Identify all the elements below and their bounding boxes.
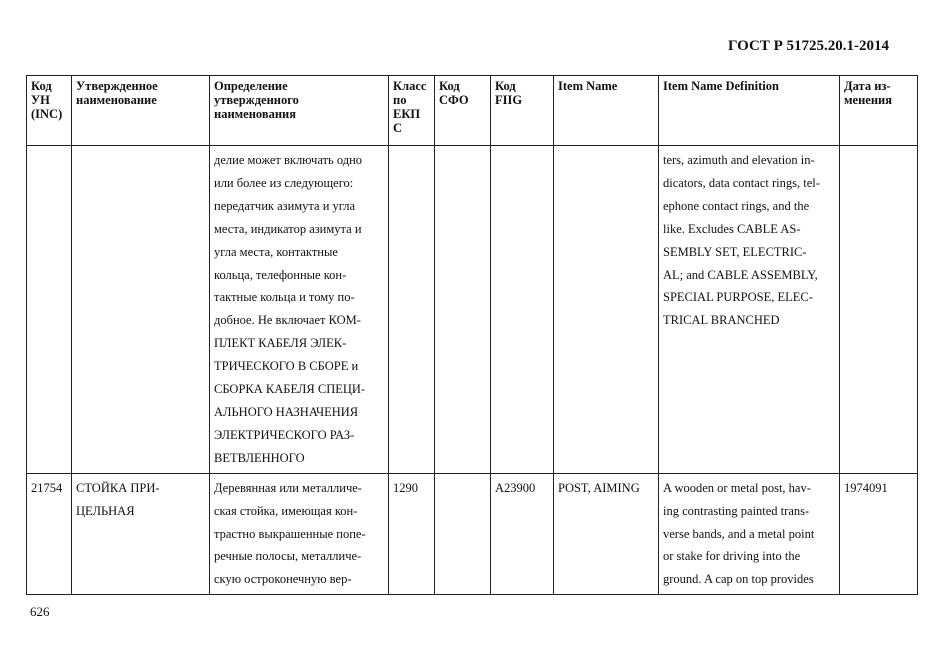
cell-approved-name xyxy=(72,146,210,474)
cell-item-definition: ters, azimuth and elevation in- dicators, data contact rings, tel- ephone contact rings, and the like. Excludes CABLE AS- SEMBLY SET, ELECTRIC- AL; and CABLE ASSEMBLY, SPECIAL PURPOSE, ELEC- TRICAL BRANCHED xyxy=(659,146,840,474)
header-class: Класс по ЕКП С xyxy=(389,76,435,146)
cell-definition: Деревянная или металличе- ская стойка, имеющая кон- трастно выкрашенные попе- речные полосы, металличе- скую остроконечную вер- xyxy=(210,473,389,595)
header-item-definition: Item Name Definition xyxy=(659,76,840,146)
cell-sfo xyxy=(435,473,491,595)
header-code: Код УН (INC) xyxy=(27,76,72,146)
header-date: Дата из- менения xyxy=(840,76,918,146)
table-header-row xyxy=(27,76,918,146)
cell-code xyxy=(27,146,72,474)
cell-date xyxy=(840,146,918,474)
cell-item-name: POST, AIMING xyxy=(554,473,659,595)
cell-fiig: A23900 xyxy=(491,473,554,595)
cell-item-name xyxy=(554,146,659,474)
classification-table xyxy=(26,75,918,595)
header-item-name: Item Name xyxy=(554,76,659,146)
table-row xyxy=(27,473,918,595)
header-fiig: Код FIIG xyxy=(491,76,554,146)
cell-code: 21754 xyxy=(27,473,72,595)
cell-date: 1974091 xyxy=(840,473,918,595)
cell-fiig xyxy=(491,146,554,474)
table-row xyxy=(27,146,918,474)
cell-definition: делие может включать одно или более из следующего: передатчик азимута и угла места, индикатор азимута и угла места, контактные кольца, телефонные кон- тактные кольца и тому по- добное. Не включает КОМ- ПЛЕКТ КАБЕЛЯ ЭЛЕК- ТРИЧЕСКОГО В СБОРЕ и СБОРКА КАБЕЛЯ СПЕЦИ- АЛЬНОГО НАЗНАЧЕНИЯ ЭЛЕКТРИЧЕСКОГО РАЗ- ВЕТВЛЕННОГО xyxy=(210,146,389,474)
header-approved-name: Утвержденное наименование xyxy=(72,76,210,146)
cell-class xyxy=(389,146,435,474)
document-standard-code: ГОСТ Р 51725.20.1-2014 xyxy=(727,38,889,54)
cell-item-definition: A wooden or metal post, hav- ing contrasting painted trans- verse bands, and a metal point or stake for driving into the ground. A cap on top provides xyxy=(659,473,840,595)
header-definition: Определение утвержденного наименования xyxy=(210,76,389,146)
header-sfo: Код СФО xyxy=(435,76,491,146)
page-number: 626 xyxy=(30,604,50,619)
cell-sfo xyxy=(435,146,491,474)
cell-approved-name: СТОЙКА ПРИ- ЦЕЛЬНАЯ xyxy=(72,473,210,595)
cell-class: 1290 xyxy=(389,473,435,595)
